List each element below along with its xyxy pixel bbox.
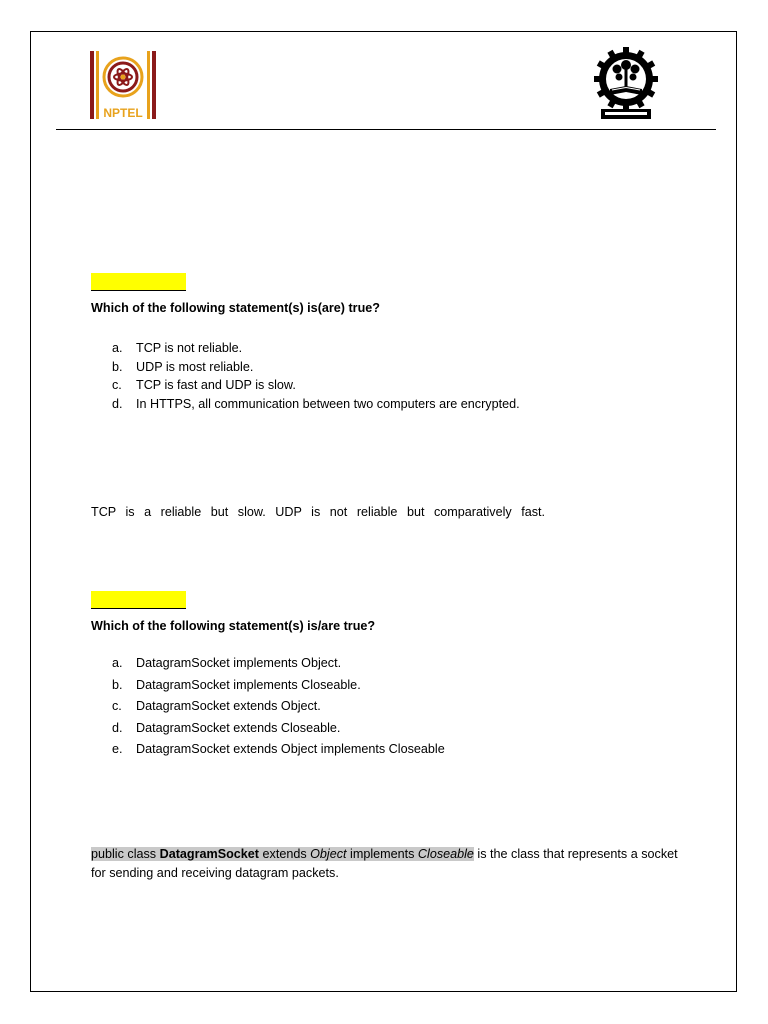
option-text: DatagramSocket implements Object.	[136, 656, 342, 670]
explanation-text: is the class that represents a socket for sending and receiving datagram packets.	[91, 847, 678, 880]
nptel-logo	[90, 51, 156, 121]
question2-highlight-bar	[91, 591, 186, 609]
option-item	[112, 696, 445, 718]
option-text: DatagramSocket extends Object implements Closeable	[136, 742, 445, 757]
option-letter: c.	[112, 699, 122, 714]
option-letter: a.	[112, 341, 123, 355]
option-letter: c.	[112, 378, 122, 393]
option-item	[112, 339, 520, 358]
nptel-logo-text: NPTEL	[103, 106, 143, 120]
explanation-text: public class	[91, 847, 160, 861]
iit-kharagpur-emblem	[591, 45, 661, 121]
option-item	[112, 675, 445, 697]
parent-class: Object	[310, 847, 347, 861]
option-text: DatagramSocket extends Object.	[136, 699, 321, 714]
code-highlight	[91, 847, 474, 861]
interface-name: Closeable	[417, 847, 474, 861]
explanation-text: implements	[346, 847, 418, 861]
question1-options	[112, 339, 520, 413]
option-letter: a.	[112, 656, 123, 670]
question2-text: Which of the following statement(s) is/are true?	[91, 619, 376, 633]
class-name: DatagramSocket	[159, 847, 260, 861]
option-letter: d.	[112, 396, 123, 411]
option-text: In HTTPS, all communication between two computers are encrypted.	[136, 396, 520, 411]
option-text: TCP is fast and UDP is slow.	[136, 378, 296, 393]
option-item	[112, 395, 520, 414]
option-text: UDP is most reliable.	[136, 359, 254, 374]
option-text: TCP is not reliable.	[136, 341, 243, 355]
option-text: DatagramSocket implements Closeable.	[136, 677, 361, 692]
question2-explanation	[91, 845, 691, 883]
option-item	[112, 718, 445, 740]
question2-options	[112, 653, 445, 761]
option-item	[112, 376, 520, 395]
option-item	[112, 358, 520, 377]
option-letter: b.	[112, 359, 123, 374]
question1-text: Which of the following statement(s) is(are) true?	[91, 301, 380, 315]
option-letter: d.	[112, 720, 123, 735]
header-rule	[56, 129, 716, 130]
option-letter: b.	[112, 677, 123, 692]
question1-explanation: TCP is a reliable but slow. UDP is not reliable but comparatively fast.	[91, 505, 545, 519]
option-letter: e.	[112, 742, 123, 757]
option-item	[112, 653, 445, 675]
option-text: DatagramSocket extends Closeable.	[136, 720, 341, 735]
explanation-text: extends	[259, 847, 311, 861]
option-item	[112, 739, 445, 761]
question1-highlight-bar	[91, 273, 186, 291]
